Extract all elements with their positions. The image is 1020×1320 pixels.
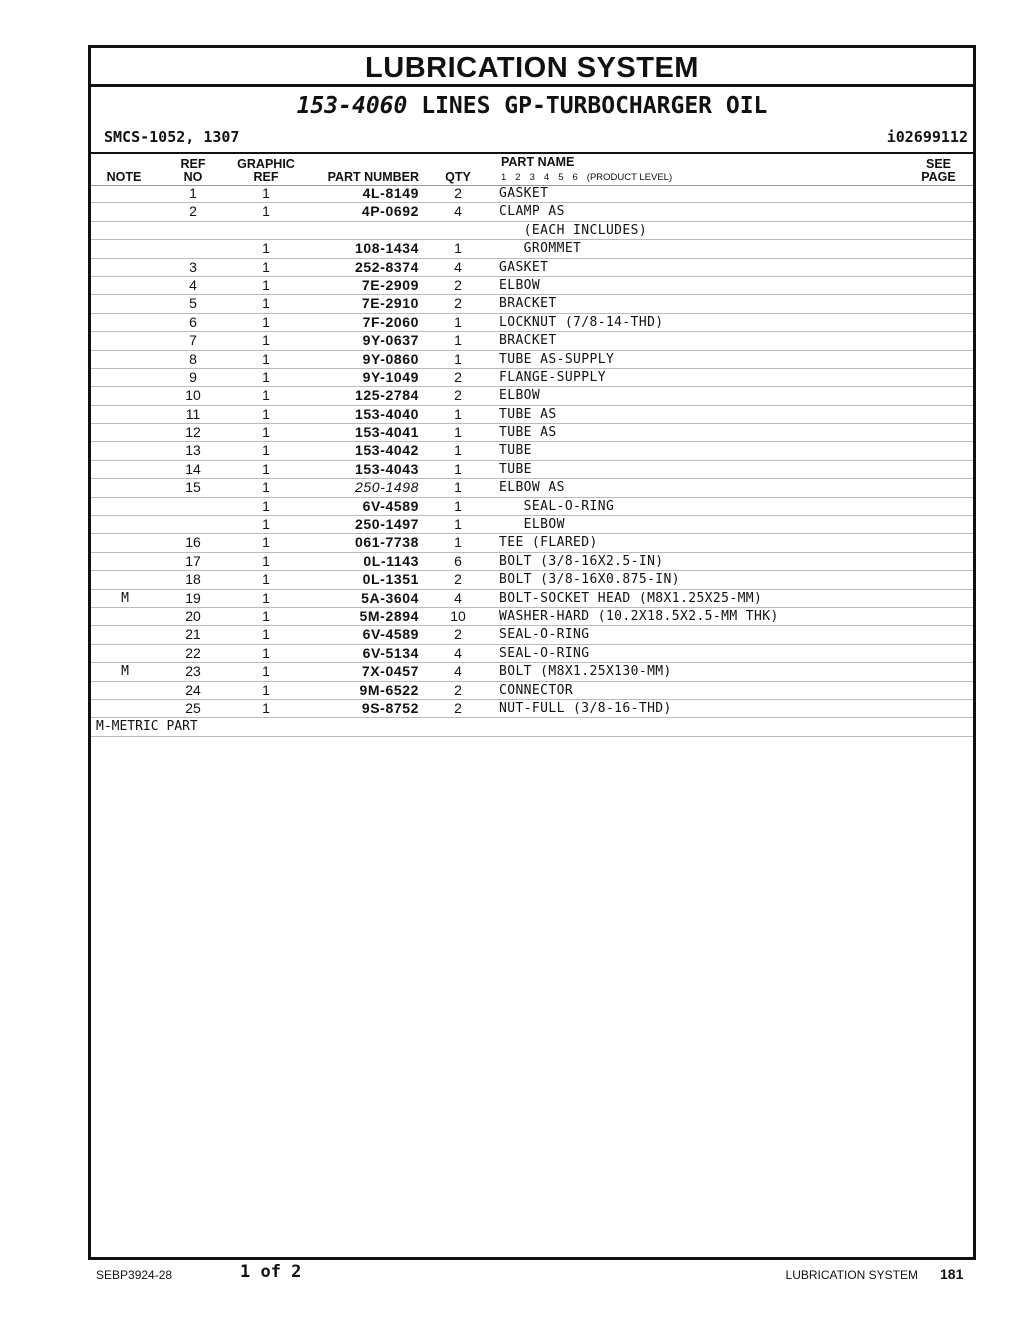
qty-cell: 2 <box>454 699 462 716</box>
graphic-ref-cell: 1 <box>262 663 270 680</box>
part-number-cell[interactable]: 153-4041 <box>355 424 419 441</box>
part-name-cell: ELBOW AS <box>499 480 565 496</box>
col-qty: QTY <box>445 170 471 184</box>
levels-label: (PRODUCT LEVEL) <box>586 172 673 183</box>
part-number-cell[interactable]: 7E-2910 <box>361 295 419 312</box>
ref-no-cell: 6 <box>189 313 197 330</box>
part-name-cell: SEAL-O-RING <box>499 627 590 643</box>
graphic-ref-cell: 1 <box>262 552 270 569</box>
ref-no-cell: 22 <box>185 644 201 661</box>
graphic-ref-cell: 1 <box>262 258 270 275</box>
graphic-ref-cell: 1 <box>262 516 270 533</box>
qty-cell: 6 <box>454 552 462 569</box>
graphic-ref-cell: 1 <box>262 313 270 330</box>
level-5: 5 <box>558 172 564 183</box>
graphic-ref-cell: 1 <box>262 644 270 661</box>
smcs-code: SMCS-1052, 1307 <box>104 128 240 146</box>
parts-page-frame <box>88 45 976 1260</box>
qty-cell: 1 <box>454 534 462 551</box>
level-2: 2 <box>515 172 521 183</box>
part-name-cell: LOCKNUT (7/8-14-THD) <box>499 314 664 330</box>
footer-section: LUBRICATION SYSTEM <box>785 1268 918 1282</box>
table-row <box>91 277 973 295</box>
table-row <box>91 442 973 460</box>
ref-no-cell: 25 <box>185 699 201 716</box>
graphic-ref-cell: 1 <box>262 497 270 514</box>
qty-cell: 4 <box>454 644 462 661</box>
table-row <box>91 295 973 313</box>
ref-no-cell: 13 <box>185 442 201 459</box>
part-number-cell[interactable]: 153-4043 <box>355 460 419 477</box>
qty-cell: 2 <box>454 681 462 698</box>
ref-no-cell: 10 <box>185 387 201 404</box>
qty-cell: 2 <box>454 571 462 588</box>
part-number-cell[interactable]: 250-1498 <box>355 479 419 496</box>
part-number-cell[interactable]: 6V-5134 <box>362 644 419 661</box>
part-name-cell: BOLT-SOCKET HEAD (M8X1.25X25-MM) <box>499 590 763 606</box>
table-row <box>91 516 973 534</box>
part-name-cell: TUBE AS <box>499 406 557 422</box>
table-row <box>91 387 973 405</box>
qty-cell: 4 <box>454 663 462 680</box>
table-row <box>91 682 973 700</box>
graphic-ref-cell: 1 <box>262 534 270 551</box>
part-name-cell: BOLT (M8X1.25X130-MM) <box>499 664 672 680</box>
graphic-ref-cell: 1 <box>262 479 270 496</box>
col-ref-bottom: NO <box>183 170 203 184</box>
table-row <box>91 645 973 663</box>
qty-cell: 2 <box>454 185 462 201</box>
table-row <box>91 314 973 332</box>
part-name-cell: GASKET <box>499 186 549 201</box>
illustration-id: i02699112 <box>886 128 968 146</box>
graphic-ref-cell: 1 <box>262 276 270 293</box>
ref-no-cell: 23 <box>185 663 201 680</box>
col-graphic-bottom: REF <box>253 170 279 184</box>
col-see-bottom: PAGE <box>921 170 956 184</box>
col-part-number: PART NUMBER <box>327 170 419 184</box>
qty-cell: 1 <box>454 313 462 330</box>
ref-no-cell: 7 <box>189 332 197 349</box>
ref-no-cell: 18 <box>185 571 201 588</box>
qty-cell: 1 <box>454 405 462 422</box>
part-number-cell[interactable]: 6V-4589 <box>362 626 419 643</box>
table-row <box>91 571 973 589</box>
qty-cell: 4 <box>454 589 462 606</box>
note-cell: M <box>121 664 129 680</box>
part-name-cell: GROMMET <box>499 241 582 257</box>
table-row <box>91 553 973 571</box>
part-number-cell[interactable]: 9S-8752 <box>361 699 419 716</box>
qty-cell: 1 <box>454 240 462 257</box>
qty-cell: 4 <box>454 258 462 275</box>
graphic-ref-cell: 1 <box>262 589 270 606</box>
qty-cell: 1 <box>454 350 462 367</box>
section-title: LUBRICATION SYSTEM <box>91 48 973 87</box>
part-number-cell[interactable]: 9Y-0860 <box>362 350 419 367</box>
ref-no-cell: 3 <box>189 258 197 275</box>
ref-no-cell: 9 <box>189 368 197 385</box>
ref-no-cell: 17 <box>185 552 201 569</box>
part-number-cell[interactable]: 0L-1143 <box>363 552 419 569</box>
table-row <box>91 498 973 516</box>
footer-page-of: 1 of 2 <box>240 1262 302 1282</box>
part-name-cell: TUBE AS-SUPPLY <box>499 351 615 367</box>
graphic-ref-cell: 1 <box>262 607 270 624</box>
part-name-cell: BRACKET <box>499 333 557 349</box>
ref-no-cell: 11 <box>185 405 201 422</box>
product-levels <box>501 172 681 183</box>
part-name-cell: WASHER-HARD (10.2X18.5X2.5-MM THK) <box>499 608 779 624</box>
group-number[interactable]: 153-4060 <box>296 93 408 119</box>
part-name-cell: FLANGE-SUPPLY <box>499 369 606 385</box>
part-name-cell: TUBE AS <box>499 425 557 441</box>
part-number-cell[interactable]: 153-4040 <box>355 405 419 422</box>
graphic-ref-cell: 1 <box>262 387 270 404</box>
table-row <box>91 406 973 424</box>
table-row <box>91 351 973 369</box>
table-row <box>91 608 973 626</box>
ref-no-cell: 8 <box>189 350 197 367</box>
part-name-cell: SEAL-O-RING <box>499 645 590 661</box>
part-number-cell[interactable]: 0L-1351 <box>362 571 419 588</box>
part-number-cell[interactable]: 7F-2060 <box>362 313 419 330</box>
level-3: 3 <box>529 172 535 183</box>
qty-cell: 1 <box>454 424 462 441</box>
graphic-ref-cell: 1 <box>262 185 270 201</box>
footer-doc-id: SEBP3924-28 <box>96 1268 173 1282</box>
qty-cell: 1 <box>454 497 462 514</box>
part-name-cell: BRACKET <box>499 296 557 312</box>
qty-cell: 10 <box>450 607 466 624</box>
graphic-ref-cell: 1 <box>262 405 270 422</box>
graphic-ref-cell: 1 <box>262 424 270 441</box>
table-row <box>91 332 973 350</box>
ref-no-cell: 24 <box>185 681 201 698</box>
part-number-cell[interactable]: 9M-6522 <box>359 681 419 698</box>
group-title <box>91 91 973 121</box>
table-row <box>91 185 973 203</box>
part-number-cell[interactable]: 9Y-1049 <box>362 368 419 385</box>
graphic-ref-cell: 1 <box>262 571 270 588</box>
footer-page-number: 181 <box>940 1266 964 1282</box>
part-name-cell: ELBOW <box>499 277 541 293</box>
table-row <box>91 479 973 497</box>
graphic-ref-cell: 1 <box>262 332 270 349</box>
qty-cell: 4 <box>454 203 462 220</box>
part-name-cell: NUT-FULL (3/8-16-THD) <box>499 700 672 716</box>
graphic-ref-cell: 1 <box>262 626 270 643</box>
table-row <box>91 259 973 277</box>
graphic-ref-cell: 1 <box>262 442 270 459</box>
part-name-cell: GASKET <box>499 259 549 275</box>
part-name-cell: ELBOW <box>499 388 541 404</box>
level-1: 1 <box>501 172 507 183</box>
table-row <box>91 534 973 552</box>
part-name-cell: TEE (FLARED) <box>499 535 598 551</box>
graphic-ref-cell: 1 <box>262 460 270 477</box>
ref-no-cell: 16 <box>185 534 201 551</box>
table-row <box>91 663 973 681</box>
graphic-ref-cell: 1 <box>262 203 270 220</box>
ref-no-cell: 15 <box>185 479 201 496</box>
qty-cell: 1 <box>454 479 462 496</box>
parts-table <box>91 185 973 737</box>
part-number-cell[interactable]: 061-7738 <box>355 534 419 551</box>
ref-no-cell: 12 <box>185 424 201 441</box>
qty-cell: 2 <box>454 368 462 385</box>
table-row <box>91 626 973 644</box>
part-name-cell: TUBE <box>499 443 532 459</box>
part-number-cell[interactable]: 6V-4589 <box>362 497 419 514</box>
part-number-cell[interactable]: 250-1497 <box>355 516 419 533</box>
graphic-ref-cell: 1 <box>262 240 270 257</box>
qty-cell: 1 <box>454 332 462 349</box>
level-6: 6 <box>572 172 578 183</box>
col-see-top: SEE <box>925 157 951 171</box>
ref-no-cell: 14 <box>185 460 201 477</box>
graphic-ref-cell: 1 <box>262 681 270 698</box>
part-name-cell: (EACH INCLUDES) <box>499 222 648 238</box>
table-row <box>91 461 973 479</box>
part-name-cell: SEAL-O-RING <box>499 498 615 514</box>
part-name-cell: CONNECTOR <box>499 682 574 698</box>
qty-cell: 2 <box>454 295 462 312</box>
table-row <box>91 590 973 608</box>
part-number-cell[interactable]: 5A-3604 <box>361 589 419 606</box>
qty-cell: 2 <box>454 276 462 293</box>
table-row <box>91 424 973 442</box>
qty-cell: 1 <box>454 516 462 533</box>
graphic-ref-cell: 1 <box>262 699 270 716</box>
col-note: NOTE <box>106 170 142 184</box>
col-ref-top: REF <box>180 157 206 171</box>
part-number-cell[interactable]: 4P-0692 <box>361 203 419 220</box>
part-number-cell[interactable]: 9Y-0637 <box>362 332 419 349</box>
part-name-cell: BOLT (3/8-16X0.875-IN) <box>499 572 680 588</box>
part-name-cell: ELBOW <box>499 517 565 533</box>
part-number-cell[interactable]: 7X-0457 <box>361 663 419 680</box>
ref-no-cell: 19 <box>185 589 201 606</box>
qty-cell: 2 <box>454 626 462 643</box>
graphic-ref-cell: 1 <box>262 368 270 385</box>
footnote: M-METRIC PART <box>91 718 973 736</box>
part-name-cell: TUBE <box>499 461 532 477</box>
part-name-cell: CLAMP AS <box>499 204 565 220</box>
table-row <box>91 222 973 240</box>
note-cell: M <box>121 590 129 606</box>
part-number-cell[interactable]: 4L-8149 <box>362 185 419 201</box>
part-name-cell: BOLT (3/8-16X2.5-IN) <box>499 553 664 569</box>
col-part-name: PART NAME <box>501 155 575 169</box>
table-row <box>91 369 973 387</box>
table-row <box>91 700 973 718</box>
level-4: 4 <box>543 172 550 183</box>
part-number-cell[interactable]: 7E-2909 <box>361 276 419 293</box>
ref-no-cell: 4 <box>189 276 197 293</box>
ref-no-cell: 21 <box>185 626 201 643</box>
ref-no-cell: 20 <box>185 607 201 624</box>
col-graphic-top: GRAPHIC <box>237 157 295 171</box>
graphic-ref-cell: 1 <box>262 295 270 312</box>
table-row <box>91 203 973 221</box>
ref-no-cell: 5 <box>189 295 197 312</box>
qty-cell: 1 <box>454 442 462 459</box>
part-number-cell[interactable]: 252-8374 <box>355 258 419 275</box>
graphic-ref-cell: 1 <box>262 350 270 367</box>
qty-cell: 1 <box>454 460 462 477</box>
part-number-cell[interactable]: 5M-2894 <box>359 607 419 624</box>
qty-cell: 2 <box>454 387 462 404</box>
part-number-cell[interactable]: 108-1434 <box>355 240 419 257</box>
ref-no-cell: 1 <box>189 185 197 201</box>
part-number-cell[interactable]: 153-4042 <box>355 442 419 459</box>
part-number-cell[interactable]: 125-2784 <box>355 387 419 404</box>
group-name: LINES GP-TURBOCHARGER OIL <box>421 93 768 119</box>
ref-no-cell: 2 <box>189 203 197 220</box>
header-divider <box>91 152 973 154</box>
table-row <box>91 240 973 258</box>
